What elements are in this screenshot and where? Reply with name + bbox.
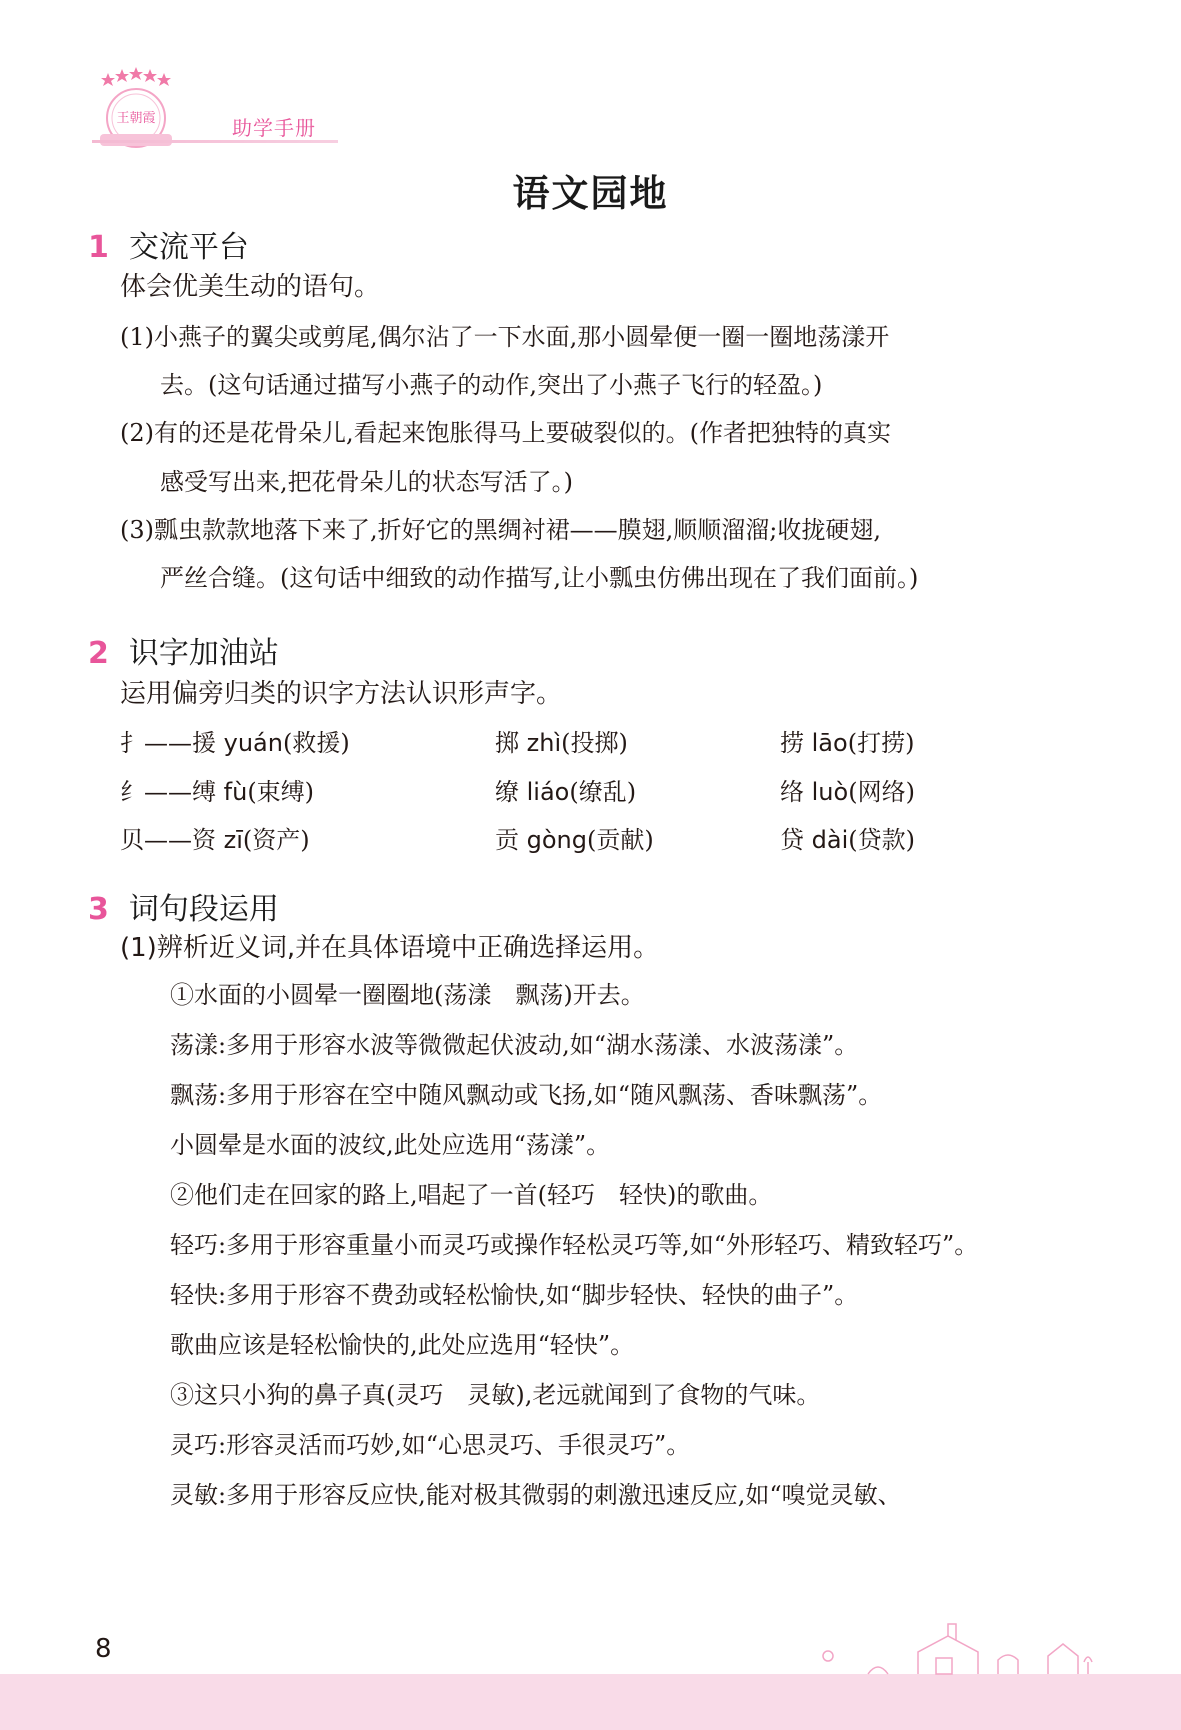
section2-title: 识字加油站 [128, 636, 279, 671]
section3-line: 灵巧:形容灵活而巧妙,如“心思灵巧、手很灵巧”。 [170, 1431, 691, 1459]
section3-line: 轻快:多用于形容不费劲或轻松愉快,如“脚步轻快、轻快的曲子”。 [170, 1281, 859, 1309]
section3-line: ②他们走在回家的路上,唱起了一首(轻巧 轻快)的歌曲。 [170, 1181, 773, 1209]
section3-title: 词句段运用 [128, 892, 279, 927]
char-entry: 掷 zhì(投掷) [495, 729, 628, 757]
section3-line: 小圆晕是水面的波纹,此处应选用“荡漾”。 [170, 1131, 611, 1159]
section3-number: 3 [88, 892, 109, 927]
page-number: 8 [95, 1634, 112, 1664]
section2-heading [88, 628, 279, 672]
section1-title: 交流平台 [128, 230, 249, 265]
section1-intro: 体会优美生动的语句。 [120, 272, 381, 302]
section1-line: 严丝合缝。(这句话中细致的动作描写,让小瓢虫仿佛出现在了我们面前。) [160, 564, 919, 592]
char-entry: 络 luò(网络) [780, 778, 915, 806]
section1-line: (2)有的还是花骨朵儿,看起来饱胀得马上要破裂似的。(作者把独特的真实 [120, 419, 891, 447]
section3-heading [88, 884, 279, 928]
header-label: 助学手册 [232, 116, 316, 140]
section3-line: ③这只小狗的鼻子真(灵巧 灵敏),老远就闻到了食物的气味。 [170, 1381, 821, 1409]
section1-line: 感受写出来,把花骨朵儿的状态写活了。) [160, 468, 573, 496]
char-entry: 贡 gòng(贡献) [495, 826, 654, 854]
section3-intro: (1)辨析近义词,并在具体语境中正确选择运用。 [120, 933, 660, 963]
footer-band [0, 1674, 1181, 1730]
char-entry: 缭 liáo(缭乱) [495, 778, 637, 806]
house-illustration-icon [808, 1616, 1108, 1676]
section2-number: 2 [88, 636, 109, 671]
section3-line: 飘荡:多用于形容在空中随风飘动或飞扬,如“随风飘荡、香味飘荡”。 [170, 1081, 883, 1109]
section3-line: 轻巧:多用于形容重量小而灵巧或操作轻松灵巧等,如“外形轻巧、精致轻巧”。 [170, 1231, 979, 1259]
section1-line: (3)瓢虫款款地落下来了,折好它的黑绸衬裙——膜翅,顺顺溜溜;收拢硬翅, [120, 516, 881, 544]
char-entry: 扌——援 yuán(救援) [120, 729, 350, 757]
section3-line: 灵敏:多用于形容反应快,能对极其微弱的刺激迅速反应,如“嗅觉灵敏、 [170, 1481, 902, 1509]
char-entry: 贝——资 zī(资产) [120, 826, 310, 854]
section3-line: 荡漾:多用于形容水波等微微起伏波动,如“湖水荡漾、水波荡漾”。 [170, 1031, 859, 1059]
section1-number: 1 [88, 230, 109, 265]
section1-heading [88, 222, 249, 266]
section3-line: ①水面的小圆晕一圈圈地(荡漾 飘荡)开去。 [170, 981, 645, 1009]
char-entry: 贷 dài(贷款) [780, 826, 915, 854]
section2-intro: 运用偏旁归类的识字方法认识形声字。 [120, 679, 563, 709]
char-entry: 捞 lāo(打捞) [780, 729, 915, 757]
section3-line: 歌曲应该是轻松愉快的,此处应选用“轻快”。 [170, 1331, 635, 1359]
char-entry: 纟——缚 fù(束缚) [120, 778, 315, 806]
page-title: 语文园地 [512, 172, 669, 215]
section1-line: (1)小燕子的翼尖或剪尾,偶尔沾了一下水面,那小圆晕便一圈一圈地荡漾开 [120, 323, 890, 351]
svg-text:王朝霞: 王朝霞 [116, 111, 156, 126]
section1-line: 去。(这句话通过描写小燕子的动作,突出了小燕子飞行的轻盈。) [160, 371, 823, 399]
